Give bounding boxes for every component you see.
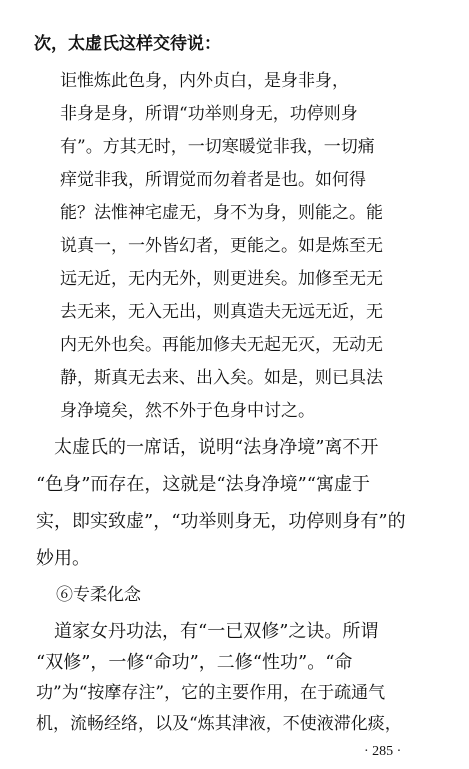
page-number: · 285 · <box>364 744 402 759</box>
paragraph-line: 实，即实致虚”，“功举则身无，功停则身有”的 <box>36 511 406 532</box>
paragraph-line: 妙用。 <box>36 548 90 569</box>
quote-line: 有”。方其无时，一切寒暖觉非我，一切痛 <box>60 137 375 157</box>
paragraph-line: “色身”而存在，这就是“法身净境”“寓虚于 <box>36 474 371 495</box>
quote-line: 身净境矣，然不外于色身中讨之。 <box>60 401 315 421</box>
quote-line: 去无来，无入无出，则真造夫无远无近，无 <box>60 302 383 322</box>
quote-line: 痒觉非我，所谓觉而勿着者是也。如何得 <box>60 170 366 190</box>
paragraph-line: 道家女丹功法，有“一已双修”之诀。所谓 <box>54 621 379 642</box>
quote-line: 讵惟炼此色身，内外贞白，是身非身， <box>60 71 349 91</box>
paragraph-line: 太虚氏的一席话，说明“法身净境”离不开 <box>54 437 379 458</box>
quote-line: 说真一，一外皆幻者，更能之。如是炼至无 <box>60 236 383 256</box>
quote-line: 非身是身，所谓“功举则身无，功停则身 <box>60 104 358 124</box>
quote-line: 静，斯真无去来、出入矣。如是，则已具法 <box>60 368 383 388</box>
quote-line: 能？法惟神宅虚无，身不为身，则能之。能 <box>60 203 383 223</box>
paragraph-line: 机，流畅经络，以及“炼其津液，不使液滞化痰， <box>36 714 402 734</box>
paragraph-line: 功”为“按摩存注”，它的主要作用，在于疏通气 <box>36 683 386 703</box>
section-heading: ⑥专柔化念 <box>56 585 141 605</box>
quote-line: 远无近，无内无外，则更进矣。加修至无无 <box>60 269 383 289</box>
intro-line: 次，太虚氏这样交待说： <box>34 34 221 54</box>
quote-line: 内无外也矣。再能加修夫无起无灭，无动无 <box>60 335 383 355</box>
paragraph-line: “双修”，一修“命功”，二修“性功”。“命 <box>36 652 353 673</box>
